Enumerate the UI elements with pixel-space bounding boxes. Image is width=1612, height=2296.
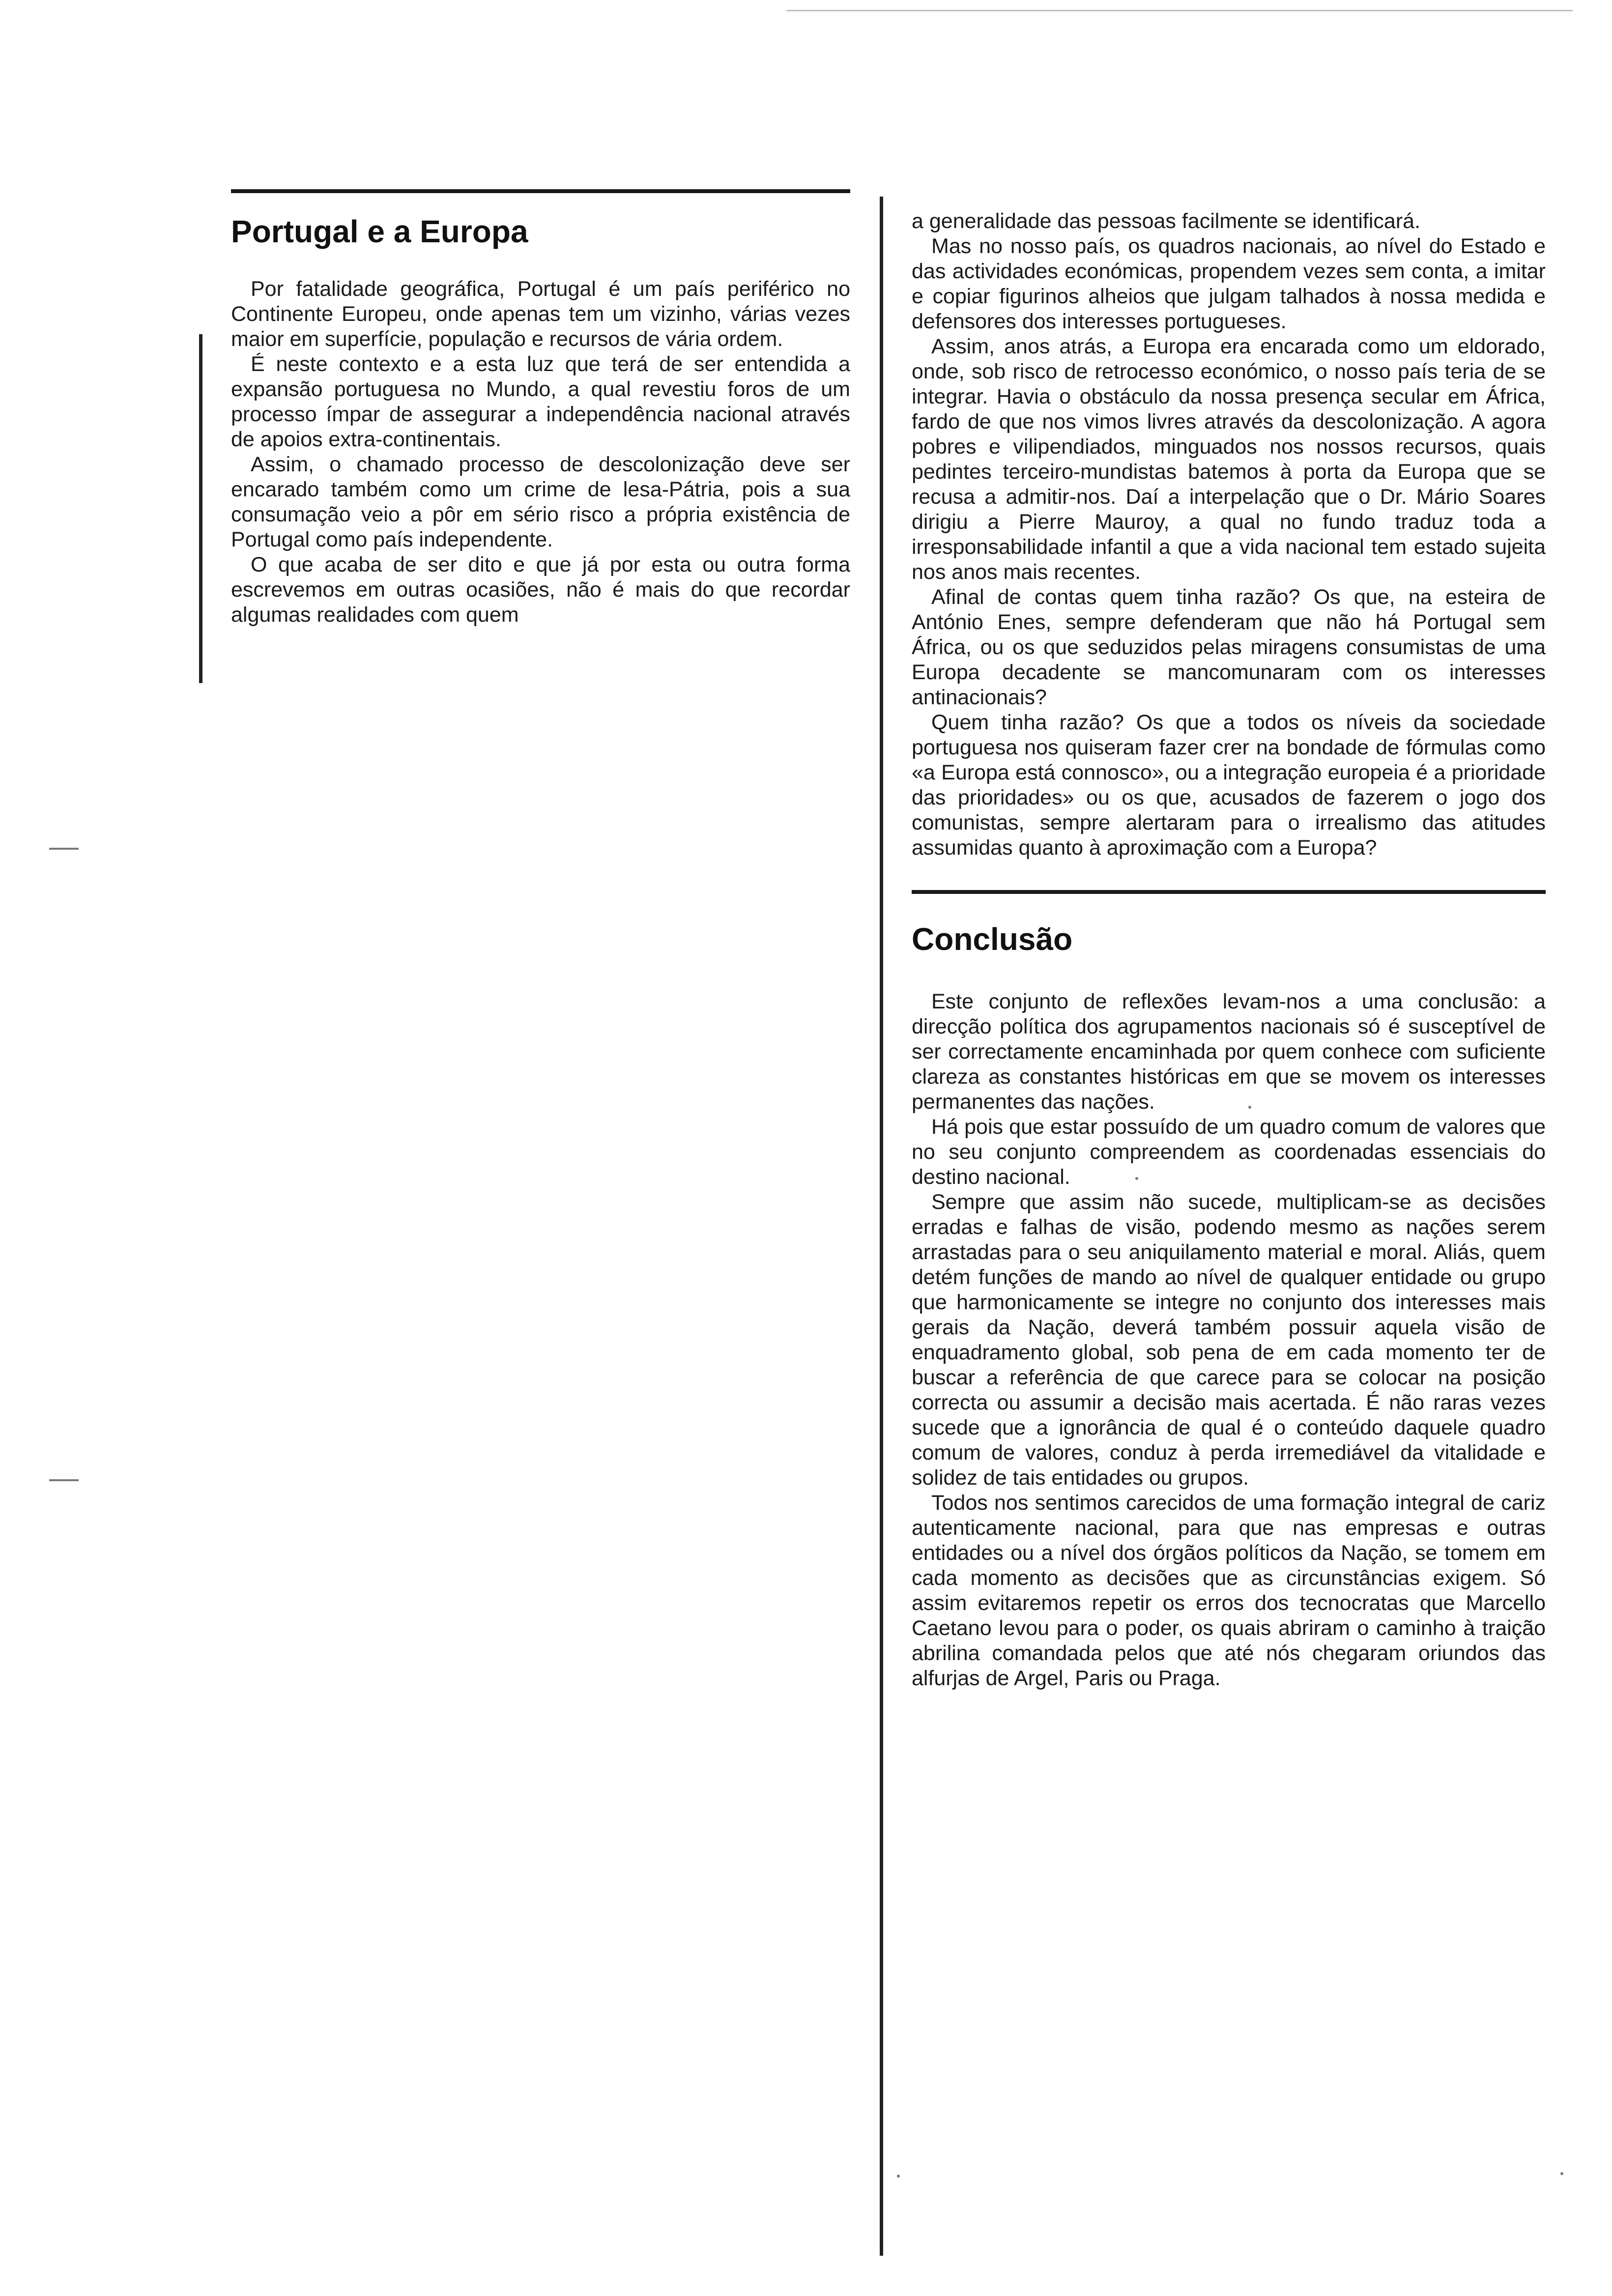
paragraph: Assim, o chamado processo de descolonização deve ser encarado também como um crime de lesa-Pátria, pois a sua consumação veio a pôr em sério risco a própria existência de Portugal como país independente.	[231, 453, 850, 551]
paragraph: Mas no nosso país, os quadros nacionais, ao nível do Estado e das actividades económicas, propendem vezes sem conta, a imitar e copiar figurinos alheios que julgam talhados à nossa medida e defensores dos interesses portugueses.	[912, 234, 1546, 333]
scan-edge-line	[786, 10, 1573, 11]
paragraph: Afinal de contas quem tinha razão? Os que, na esteira de António Enes, sempre defenderam que não há Portugal sem África, ou os que seduzidos pelas miragens consumistas de uma Europa decadente se mancomunaram com os interesses antinacionais?	[912, 585, 1546, 709]
paragraph: a generalidade das pessoas facilmente se identificará.	[912, 209, 1421, 233]
paragraph: O que acaba de ser dito e que já por esta ou outra forma escrevemos em outras ocasiões, não é mais do que recordar algumas realidades com quem	[231, 553, 850, 627]
section-rule	[231, 189, 850, 193]
right-column	[912, 189, 1546, 1691]
scan-margin-mark	[49, 1479, 79, 1481]
paragraph: Todos nos sentimos carecidos de uma formação integral de cariz autenticamente nacional, para que nas empresas e outras entidades ou a nível dos órgãos políticos da Nação, se tomem em cada momento as decisões que as circunstâncias exigem. Só assim evitaremos repetir os erros dos tecnocratas que Marcello Caetano levou para o poder, os quais abriram o caminho à traição abrilina comandada pelos que até nós chegaram oriundos das alfurjas de Argel, Paris ou Praga.	[912, 1491, 1546, 1690]
article-body-left	[231, 277, 850, 628]
section-rule	[912, 890, 1546, 894]
section-heading-portugal-e-a-europa: Portugal e a Europa	[231, 214, 528, 249]
scan-speck	[897, 2175, 900, 2178]
conclusion-body	[912, 989, 1546, 1691]
left-column	[231, 189, 850, 628]
article-body-right	[912, 209, 1546, 861]
paragraph: Há pois que estar possuído de um quadro comum de valores que no seu conjunto compreendem as coordenadas essenciais do destino nacional.	[912, 1115, 1546, 1189]
column-divider	[880, 197, 883, 2256]
scan-speck	[1560, 2172, 1563, 2175]
paragraph: Por fatalidade geográfica, Portugal é um país periférico no Continente Europeu, onde apenas tem um vizinho, várias vezes maior em superfície, população e recursos de vária ordem.	[231, 277, 850, 351]
margin-bar	[199, 334, 202, 683]
paragraph: Assim, anos atrás, a Europa era encarada como um eldorado, onde, sob risco de retrocesso económico, o nosso país teria de se integrar. Havia o obstáculo da nossa presença secular em África, fardo de que nos vimos livres através da descolonização. A agora pobres e vilipendiados, minguados nos nossos recursos, quais pedintes terceiro-mundistas batemos à porta da Europa que se recusa a admitir-nos. Daí a interpelação que o Dr. Mário Soares dirigiu a Pierre Mauroy, a qual no fundo traduz toda a irresponsabilidade infantil a que a vida nacional tem estado sujeita nos anos mais recentes.	[912, 335, 1546, 584]
paragraph: É neste contexto e a esta luz que terá de ser entendida a expansão portuguesa no Mundo, a qual revestiu foros de um processo ímpar de assegurar a independência nacional através de apoios extra-continentais.	[231, 352, 850, 451]
scan-speck	[1135, 1177, 1138, 1180]
paragraph: Sempre que assim não sucede, multiplicam-se as decisões erradas e falhas de visão, podendo mesmo as nações serem arrastadas para o seu aniquilamento material e moral. Aliás, quem detém funções de mando ao nível de qualquer entidade ou grupo que harmonicamente se integre no conjunto dos interesses mais gerais da Nação, deverá também possuir aquela visão de enquadramento global, sob pena de em cada momento ter de buscar a referência de que carece para se colocar na posição correcta ou assumir a decisão mais acertada. É não raras vezes sucede que a ignorância de qual é o conteúdo daquele quadro comum de valores, conduz à perda irremediável da vitalidade e solidez de tais entidades ou grupos.	[912, 1190, 1546, 1490]
paragraph: Quem tinha razão? Os que a todos os níveis da sociedade portuguesa nos quiseram fazer crer na bondade de fórmulas como «a Europa está connosco», ou a integração europeia é a prioridade das prioridades» ou os que, acusados de fazerem o jogo dos comunistas, sempre alertaram para o irrealismo das atitudes assumidas quanto à aproximação com a Europa?	[912, 711, 1546, 860]
scan-margin-mark	[49, 848, 79, 850]
conclusion-section	[912, 890, 1546, 1691]
scan-speck	[1248, 1106, 1251, 1109]
paragraph: Este conjunto de reflexões levam-nos a uma conclusão: a direcção política dos agrupamentos nacionais só é susceptível de ser correctamente encaminhada por quem conhece com suficiente clareza as constantes históricas em que se movem os interesses permanentes das nações.	[912, 990, 1546, 1114]
section-heading-conclusao: Conclusão	[912, 921, 1073, 957]
